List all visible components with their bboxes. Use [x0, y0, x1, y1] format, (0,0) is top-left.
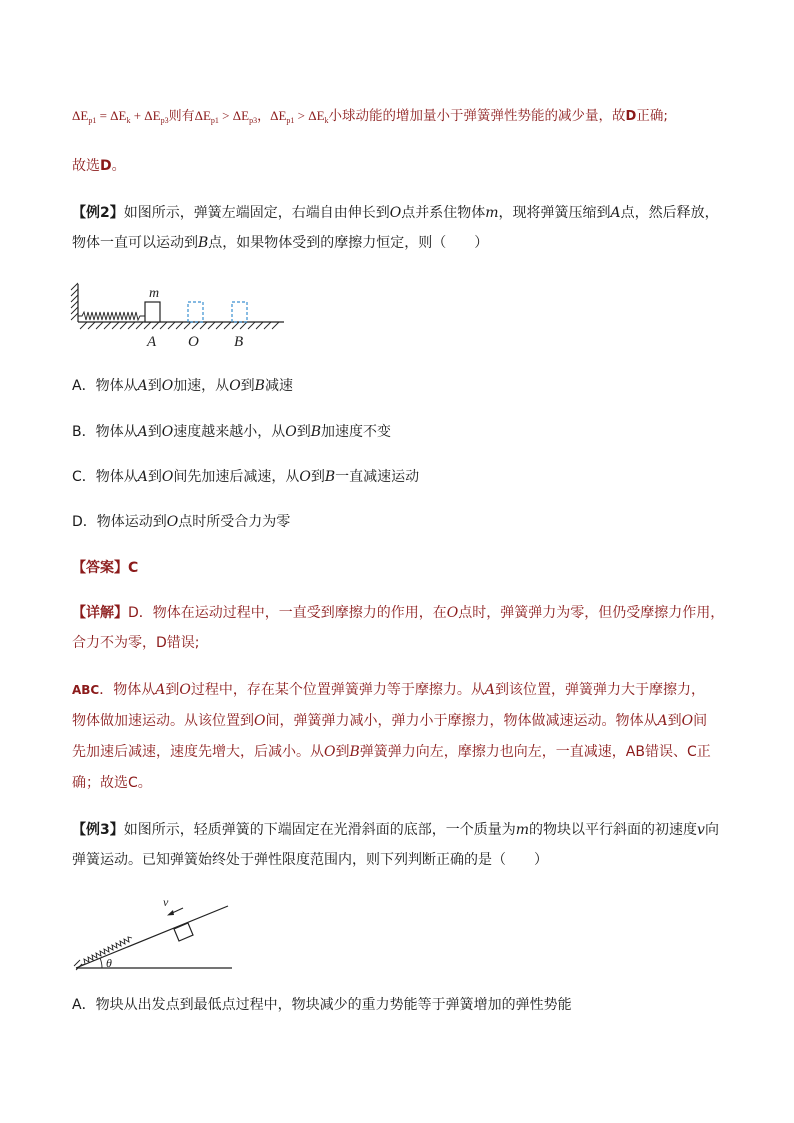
abc-line4: 确；故选C。	[72, 775, 152, 791]
abc-line1: ABC．物体从A到O过程中，存在某个位置弹簧弹力等于摩擦力。从A到该位置，弹簧弹力大于摩擦力，	[72, 682, 705, 698]
abc-line3: 先加速后减速，速度先增大，后减小。从O到B弹簧弹力向左，摩擦力也向左，一直减速，AB错误、C正	[72, 744, 711, 760]
wall-hatching	[71, 283, 78, 320]
example3-stem-line1: 【例3】如图所示，轻质弹簧的下端固定在光滑斜面的底部，一个质量为m的物块以平行斜面的初速度v向	[72, 822, 719, 838]
abc-line2: 物体做加速运动。从该位置到O间，弹簧弹力减小，弹力小于摩擦力，物体做减速运动。物体从A到O间	[72, 713, 708, 729]
continued-solution-line: $\Delta E_{p1} = \Delta E_k + \Delta E_{p3}$则有$\Delta E_{p1} > \Delta E_{p3}$，$\Delta E_{p1} > \Delta E_k$小球动能的增加量小于弹簧弹性势能的减少量，故D正确;	[72, 108, 668, 125]
ex3-option-a: A．物块从出发点到最低点过程中，物块减少的重力势能等于弹簧增加的弹性势能	[72, 997, 572, 1013]
incline-line	[76, 906, 228, 968]
dashed-block-b	[232, 302, 247, 322]
label-v: v	[163, 895, 169, 909]
label-B: B	[234, 334, 244, 350]
spring	[78, 312, 145, 320]
option-a: A．物体从A到O加速，从O到B减速	[72, 378, 293, 394]
option-c: C．物体从A到O间先加速后减速，从O到B一直减速运动	[72, 469, 420, 485]
label-A: A	[147, 334, 157, 350]
label-O: O	[188, 334, 199, 350]
spring-block-figure	[70, 280, 290, 352]
block-on-incline	[174, 923, 193, 941]
option-b: B．物体从A到O速度越来越小，从O到B加速度不变	[72, 424, 391, 440]
example2-stem-line2: 物体一直可以运动到B点，如果物体受到的摩擦力恒定，则（ ）	[72, 235, 489, 251]
dashed-block-o	[188, 302, 203, 322]
answer-line: 【答案】C	[72, 560, 139, 576]
floor-hatching	[80, 322, 279, 329]
example3-stem-line2: 弹簧运动。已知弹簧始终处于弹性限度范围内，则下列判断正确的是（ ）	[72, 852, 548, 868]
arrow-head	[167, 910, 174, 916]
example-tag: 【例3】	[72, 822, 124, 838]
example2-stem-line1: 【例2】如图所示，弹簧左端固定，右端自由伸长到O点并系住物体m，现将弹簧压缩到A点，然后释放，	[72, 205, 719, 221]
label-m: m	[149, 286, 160, 301]
option-d: D．物体运动到O点时所受合力为零	[72, 514, 291, 530]
so-select-line: 故选D。	[72, 158, 126, 174]
angle-arc	[100, 958, 102, 968]
detail-line1: 【详解】D．物体在运动过程中，一直受到摩擦力的作用，在O点时，弹簧弹力为零，但仍受摩擦力作用，	[72, 605, 725, 621]
example-tag: 【例2】	[72, 205, 124, 221]
detail-line2: 合力不为零，D错误;	[72, 635, 200, 651]
incline-spring-figure	[70, 888, 240, 974]
block-m	[145, 302, 160, 322]
answer-value: C	[128, 560, 139, 576]
label-theta: θ	[106, 956, 112, 970]
